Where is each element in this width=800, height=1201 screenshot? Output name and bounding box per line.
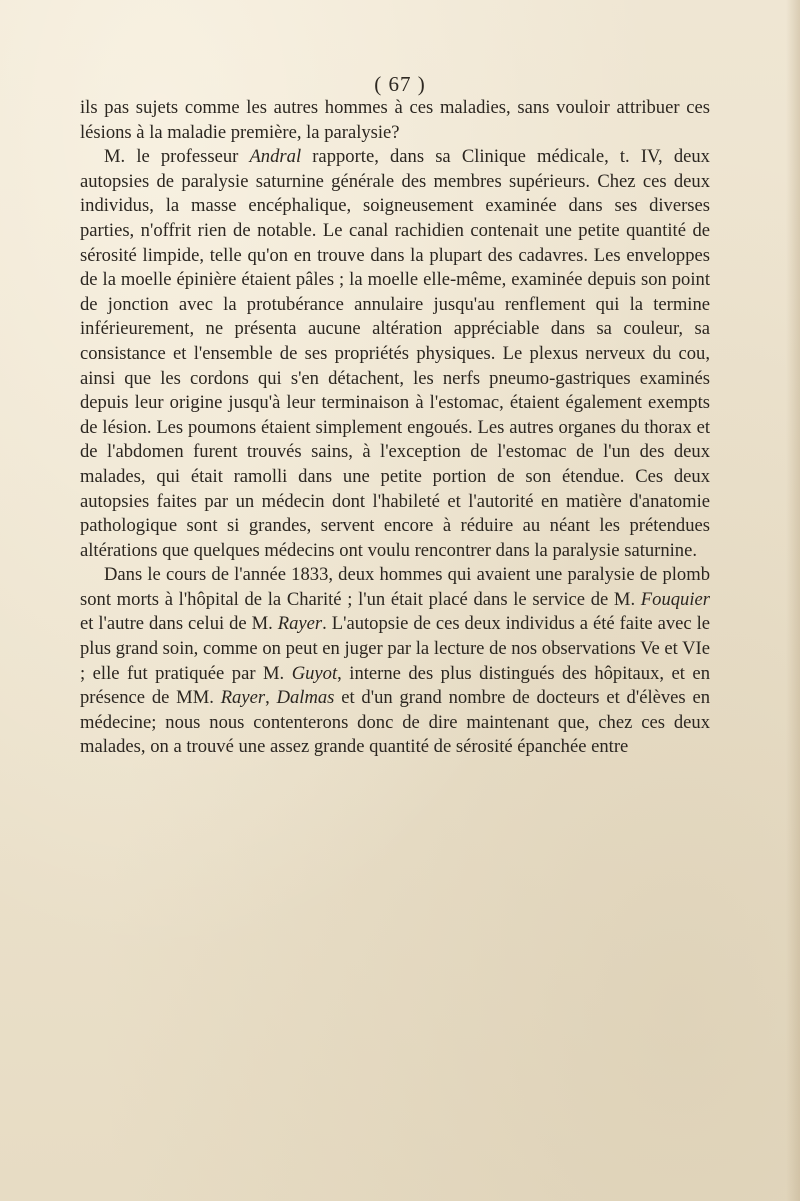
text-segment: et d'un grand nombre de docteurs et d'élèves en médecine; nous nous contenterons donc de dire maintenant que, chez ces deux malades, on a trouvé une assez grande quantité de sérosité épanchée entre — [80, 687, 711, 758]
text-segment: . L'autopsie de ces deux individus a été faite avec le plus grand soin, comme on peut en juger par la lecture de nos observations Ve et VIe ; elle fut pratiquée par M. — [80, 613, 711, 684]
paragraph — [80, 96, 710, 145]
page-edge-shadow — [786, 0, 800, 1201]
text-segment: M. le professeur — [104, 146, 250, 168]
page-number: ( 67 ) — [374, 72, 426, 96]
text-segment: ils pas sujets comme les autres hommes à ces maladies, sans vouloir attribuer ces lésions à la maladie première, la paralysie? — [80, 97, 710, 143]
italic-name: Guyot — [291, 662, 338, 684]
body-text — [80, 96, 710, 760]
italic-name: Andral — [249, 146, 302, 168]
paragraph — [80, 563, 710, 760]
italic-name: Rayer — [277, 613, 323, 635]
italic-name: Dalmas — [276, 687, 335, 709]
text-segment: rapporte, dans sa Clinique médicale, t. IV, deux autopsies de paralysie saturnine générale des membres supérieurs. Chez ces deux individus, la masse encéphalique, soigneusement examinée dans ses diverses parties, n'offrit rien de notable. Le canal rachidien contenait une petite quantité de sérosité limpide, telle qu'on en trouve dans la plupart des cadavres. Les enveloppes de la moelle épinière étaient pâles ; la moelle elle-même, examinée depuis son point de jonction avec la protubérance annulaire jusqu'au renflement qui la termine inférieurement, ne présenta aucune altération appréciable dans sa couleur, sa consistance et l'ensemble de ses propriétés physiques. Le plexus nerveux du cou, ainsi que les cordons qui s'en détachent, les nerfs pneumo-gastriques examinés depuis leur origine jusqu'à leur terminaison à l'estomac, étaient également exempts de lésion. Les poumons étaient simplement engoués. Les autres organes du thorax et de l'abdomen furent trouvés sains, à l'exception de l'estomac de l'un des deux malades, qui était ramolli dans une petite portion de son étendue. Ces deux autopsies faites par un médecin dont l'habileté et l'autorité en matière d'anatomie pathologique sont si grandes, servent encore à réduire au néant les prétendues altérations que quelques médecins ont voulu rencontrer dans la paralysie saturnine. — [80, 146, 710, 561]
text-segment: , interne des plus distingués des hôpitaux, et en présence de MM. — [80, 662, 710, 709]
italic-name: Fouquier — [640, 588, 710, 610]
paragraph — [80, 145, 710, 563]
italic-name: Rayer — [220, 687, 266, 709]
text-segment: et l'autre dans celui de M. — [80, 613, 278, 635]
text-segment: , — [265, 687, 277, 709]
text-segment: Dans le cours de l'année 1833, deux hommes qui avaient une paralysie de plomb sont morts à l'hôpital de la Charité ; l'un était placé dans le service de M. — [80, 564, 710, 610]
